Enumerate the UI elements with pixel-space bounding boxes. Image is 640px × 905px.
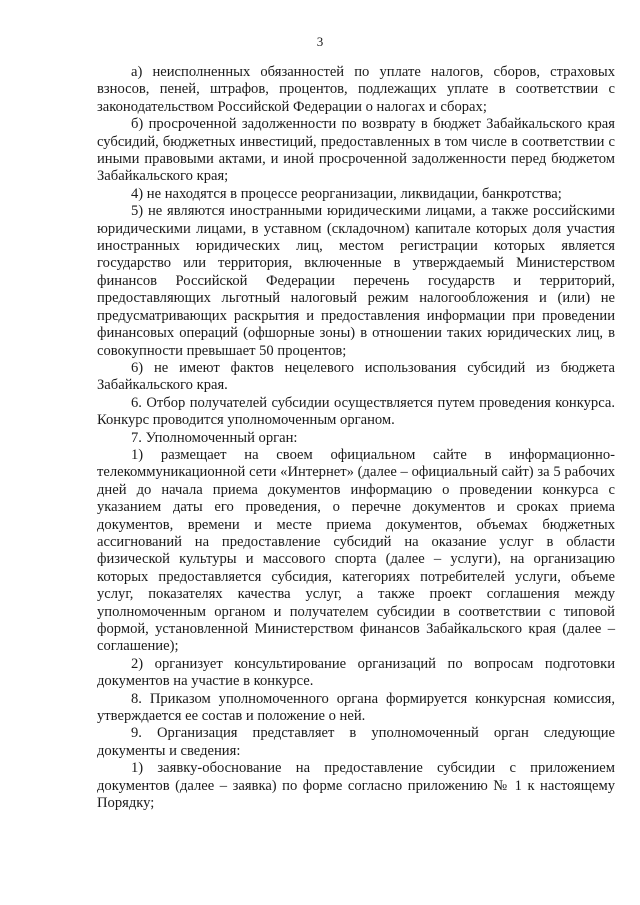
paragraph-6: 6) не имеют фактов нецелевого использования субсидий из бюджета Забайкальского края. — [97, 359, 615, 394]
section-9: 9. Организация представляет в уполномоченный орган следующие документы и сведения: — [97, 725, 615, 759]
paragraph-3a: а) неисполненных обязанностей по уплате налогов, сборов, страховых взносов, пеней, штрафов, процентов, подлежащих уплате в соответствии с законодательством Российской Федерации о налогах и сборах; — [97, 64, 615, 115]
paragraph-5: 5) не являются иностранными юридическими лицами, а также российскими юридическими лицами, в уставном (складочном) капитале которых доля участия иностранных юридических лиц, местом регистрации которых является государство или территория, включенные в утверждаемый Министерством финансов Российской Федерации перечень государств и территорий, предоставляющих льготный налоговый режим налогообложения и (или) не предусматривающих раскрытия и предоставления информации при проведении финансовых операций (офшорные зоны) в отношении таких юридических лиц, в совокупности превышает 50 процентов; — [97, 203, 615, 359]
section-8: 8. Приказом уполномоченного органа формируется конкурсная комиссия, утверждается ее состав и положение о ней. — [97, 690, 615, 725]
document-body — [97, 64, 615, 812]
paragraph-4: 4) не находятся в процессе реорганизации, ликвидации, банкротства; — [131, 185, 562, 202]
page-number: 3 — [316, 34, 324, 49]
section-6: 6. Отбор получателей субсидии осуществляется путем проведения конкурса. Конкурс проводится уполномоченным органом. — [97, 394, 615, 429]
section-7-item-1: 1) размещает на своем официальном сайте в информационно-телекоммуникационной сети «Интернет» (далее – официальный сайт) за 5 рабочих дней до начала приема документов информацию о проведении конкурса с указанием даты его проведения, о перечне документов и сроках приема документов, времени и месте приема документов, объемах бюджетных ассигнований на предоставление субсидий на оказание услуг в области физической культуры и массового спорта (далее – услуги), на организацию которых предоставляется субсидия, категориях потребителей услуги, объеме услуг, показателях качества услуг, а также проект соглашения между уполномоченным органом и получателем субсидии в соответствии с типовой формой, установленной Министерством финансов Забайкальского края (далее – соглашение); — [97, 446, 615, 655]
section-7: 7. Уполномоченный орган: — [131, 429, 298, 446]
section-9-item-1: 1) заявку-обоснование на предоставление субсидии с приложением документов (далее – заявка) по форме согласно приложению № 1 к настоящему Порядку; — [97, 760, 615, 812]
paragraph-3b: б) просроченной задолженности по возврату в бюджет Забайкальского края субсидий, бюджетных инвестиций, предоставленных в том числе в соответствии с иными правовыми актами, и иной просроченной задолженности перед бюджетом Забайкальского края; — [97, 116, 615, 185]
section-7-item-2: 2) организует консультирование организаций по вопросам подготовки документов на участие в конкурсе. — [97, 655, 615, 690]
